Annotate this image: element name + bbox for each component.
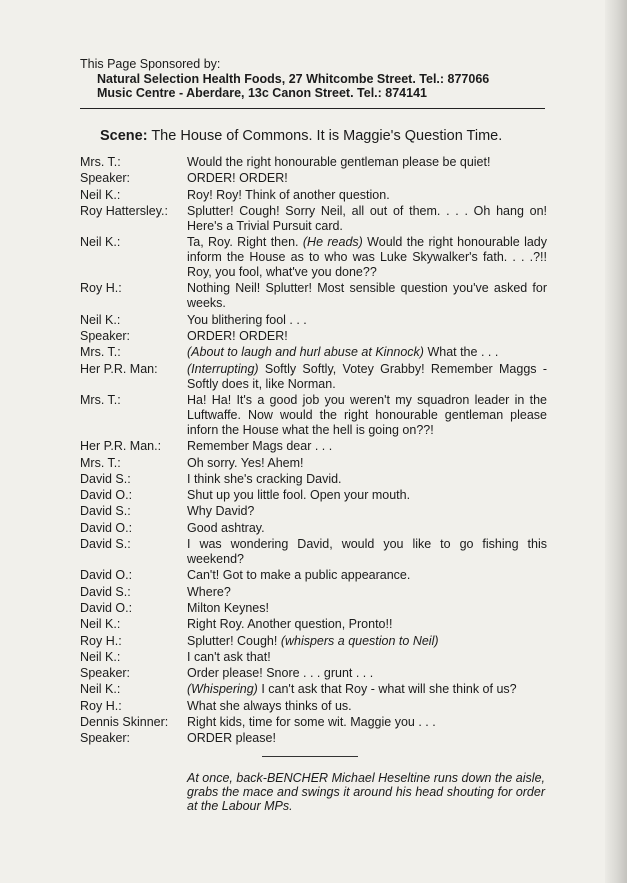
stage-note: (Interrupting) (187, 361, 259, 376)
speaker-name: Neil K.: (80, 235, 121, 250)
dialogue-text: What the . . . (423, 345, 499, 360)
dialogue-line (187, 204, 547, 234)
dialogue-line (187, 682, 547, 697)
speaker-name: Neil K.: (80, 617, 121, 632)
dialogue-text: Shut up you little fool. Open your mouth. (187, 488, 411, 503)
dialogue-line (187, 699, 547, 714)
dialogue-line (187, 281, 547, 311)
scene-text: The House of Commons. It is Maggie's Question Time. (147, 128, 503, 144)
dialogue-text: Can't! Got to make a public appearance. (187, 568, 411, 583)
speaker-name: David S.: (80, 584, 131, 599)
dialogue-text: I can't ask that! (187, 649, 271, 664)
dialogue-row (80, 235, 550, 280)
dialogue-line (187, 456, 547, 471)
dialogue-line (187, 472, 547, 487)
dialogue-row (80, 682, 550, 697)
dialogue-line (187, 345, 547, 360)
dialogue-line (187, 585, 547, 600)
speaker-name: Mrs. T.: (80, 155, 121, 169)
dialogue-row (80, 731, 550, 746)
dialogue-line (187, 188, 547, 203)
dialogue-line (187, 235, 547, 280)
dialogue-line (187, 634, 547, 649)
speaker-name: Speaker: (80, 171, 131, 186)
dialogue-line (187, 537, 547, 567)
speaker-name: Roy Hattersley.: (80, 203, 168, 218)
dialogue-row (80, 634, 550, 649)
dialogue-row (80, 699, 550, 714)
dialogue-text: Where? (187, 584, 231, 599)
dialogue-row (80, 601, 550, 616)
speaker-name: David S.: (80, 504, 131, 519)
dialogue-row (80, 488, 550, 503)
dialogue-text: Splutter! Cough! (187, 633, 281, 648)
speaker-name: David S.: (80, 471, 131, 486)
stage-note: (About to laugh and hurl abuse at Kinnock) (187, 345, 424, 360)
dialogue-row (80, 281, 550, 311)
sponsor-title: This Page Sponsored by: (80, 57, 221, 71)
dialogue-row (80, 313, 550, 328)
dialogue-line (187, 521, 547, 536)
speaker-name: Her P.R. Man.: (80, 439, 162, 454)
dialogue-row (80, 585, 550, 600)
dialogue-line (187, 488, 547, 503)
dialogue-text: Splutter! Cough! Sorry Neil, all out of them. . . . Oh hang on! Here's a Trivial Pursuit card. (187, 203, 547, 233)
sponsor-line-health-foods: Natural Selection Health Foods, 27 Whitcombe Street. Tel.: 877066 (97, 72, 490, 86)
dialogue-text: What she always thinks of us. (187, 698, 352, 713)
dialogue-line (187, 439, 547, 454)
dialogue-row (80, 521, 550, 536)
speaker-name: Mrs. T.: (80, 345, 121, 360)
speaker-name: Neil K.: (80, 187, 121, 202)
dialogue-text: You blithering fool . . . (187, 312, 307, 327)
dialogue-text: Nothing Neil! Splutter! Most sensible question you've asked for weeks. (187, 281, 547, 311)
dialogue-row (80, 345, 550, 360)
dialogue-row (80, 171, 550, 186)
sponsor-line-music-centre: Music Centre - Aberdare, 13c Canon Street. Tel.: 874141 (97, 86, 427, 100)
dialogue-row (80, 666, 550, 681)
speaker-name: Roy H.: (80, 281, 122, 296)
dialogue-text: Right kids, time for some wit. Maggie you . . . (187, 715, 436, 730)
dialogue-text: I was wondering David, would you like to go fishing this weekend? (187, 537, 547, 567)
dialogue-text: Order please! Snore . . . grunt . . . (187, 666, 374, 681)
dialogue-text: Ta, Roy. Right then. (187, 235, 303, 250)
dialogue-row (80, 456, 550, 471)
dialogue-line (187, 715, 547, 730)
dialogue-text: Softly Softly, Votey Grabby! Remember Maggs - Softly does it, like Norman. (187, 361, 547, 391)
dialogue-text: I think she's cracking David. (187, 471, 342, 486)
speaker-name: Mrs. T.: (80, 392, 121, 407)
dialogue-text: Right Roy. Another question, Pronto!! (187, 617, 393, 632)
dialogue-row (80, 393, 550, 438)
dialogue-row (80, 537, 550, 567)
stage-note: (whispers a question to Neil) (280, 633, 439, 648)
speaker-name: Neil K.: (80, 682, 121, 697)
speaker-name: David O.: (80, 520, 133, 535)
dialogue-text: Remember Mags dear . . . (187, 439, 333, 454)
dialogue-line (187, 313, 547, 328)
stage-note: (Whispering) (187, 682, 258, 697)
dialogue-row (80, 715, 550, 730)
dialogue-row (80, 650, 550, 665)
speaker-name: Dennis Skinner: (80, 715, 169, 730)
dialogue-text: ORDER! ORDER! (187, 329, 288, 344)
dialogue-line (187, 155, 547, 170)
sponsor-block (80, 57, 560, 100)
dialogue-text: Good ashtray. (187, 520, 265, 535)
dialogue-line (187, 329, 547, 344)
dialogue-text: ORDER! ORDER! (187, 171, 288, 186)
dialogue-line (187, 504, 547, 519)
dialogue-text: Would the right honourable gentleman please be quiet! (187, 155, 491, 169)
dialogue-text: I can't ask that Roy - what will she think of us? (257, 682, 517, 697)
top-divider (80, 108, 545, 109)
dialogue-line (187, 568, 547, 583)
speaker-name: Roy H.: (80, 698, 122, 713)
dialogue-text: Why David? (187, 504, 255, 519)
dialogue-line (187, 731, 547, 746)
dialogue-line (187, 171, 547, 186)
script-dialogue (80, 155, 550, 748)
dialogue-line (187, 601, 547, 616)
dialogue-row (80, 472, 550, 487)
speaker-name: Mrs. T.: (80, 455, 121, 470)
dialogue-text: Roy! Roy! Think of another question. (187, 187, 390, 202)
dialogue-row (80, 439, 550, 454)
dialogue-line (187, 362, 547, 392)
stage-direction: At once, back-BENCHER Michael Heseltine runs down the aisle, grabs the mace and swings it around his head shouting for order at the Labour MPs. (187, 771, 545, 814)
dialogue-row (80, 155, 550, 170)
dialogue-line (187, 666, 547, 681)
dialogue-row (80, 617, 550, 632)
dialogue-row (80, 362, 550, 392)
speaker-name: David O.: (80, 488, 133, 503)
scene-heading (100, 127, 560, 145)
bottom-divider (262, 756, 358, 757)
dialogue-text: Would the right honourable lady inform the House as to who was Luke Skywalker's fath. . . .?!! Roy, you fool, what've you done?? (187, 235, 547, 280)
speaker-name: David O.: (80, 600, 133, 615)
dialogue-text: Milton Keynes! (187, 600, 269, 615)
speaker-name: Her P.R. Man: (80, 361, 158, 376)
speaker-name: Neil K.: (80, 649, 121, 664)
dialogue-text: ORDER please! (187, 731, 276, 746)
stage-note: (He reads) (302, 235, 363, 250)
dialogue-row (80, 204, 550, 234)
dialogue-row (80, 329, 550, 344)
dialogue-line (187, 650, 547, 665)
speaker-name: Speaker: (80, 329, 131, 344)
dialogue-row (80, 504, 550, 519)
scene-label: Scene: (100, 128, 148, 144)
dialogue-row (80, 188, 550, 203)
dialogue-text: Oh sorry. Yes! Ahem! (187, 455, 304, 470)
speaker-name: David S.: (80, 537, 131, 552)
speaker-name: Speaker: (80, 731, 131, 746)
dialogue-row (80, 568, 550, 583)
speaker-name: Neil K.: (80, 312, 121, 327)
dialogue-line (187, 393, 547, 438)
speaker-name: Roy H.: (80, 633, 122, 648)
speaker-name: David O.: (80, 568, 133, 583)
dialogue-text: Ha! Ha! It's a good job you weren't my squadron leader in the Luftwaffe. Now would the right honourable gentleman please inforn the House what the hell is going on??! (187, 392, 547, 437)
dialogue-line (187, 617, 547, 632)
speaker-name: Speaker: (80, 666, 131, 681)
page-edge-shadow (605, 0, 627, 883)
